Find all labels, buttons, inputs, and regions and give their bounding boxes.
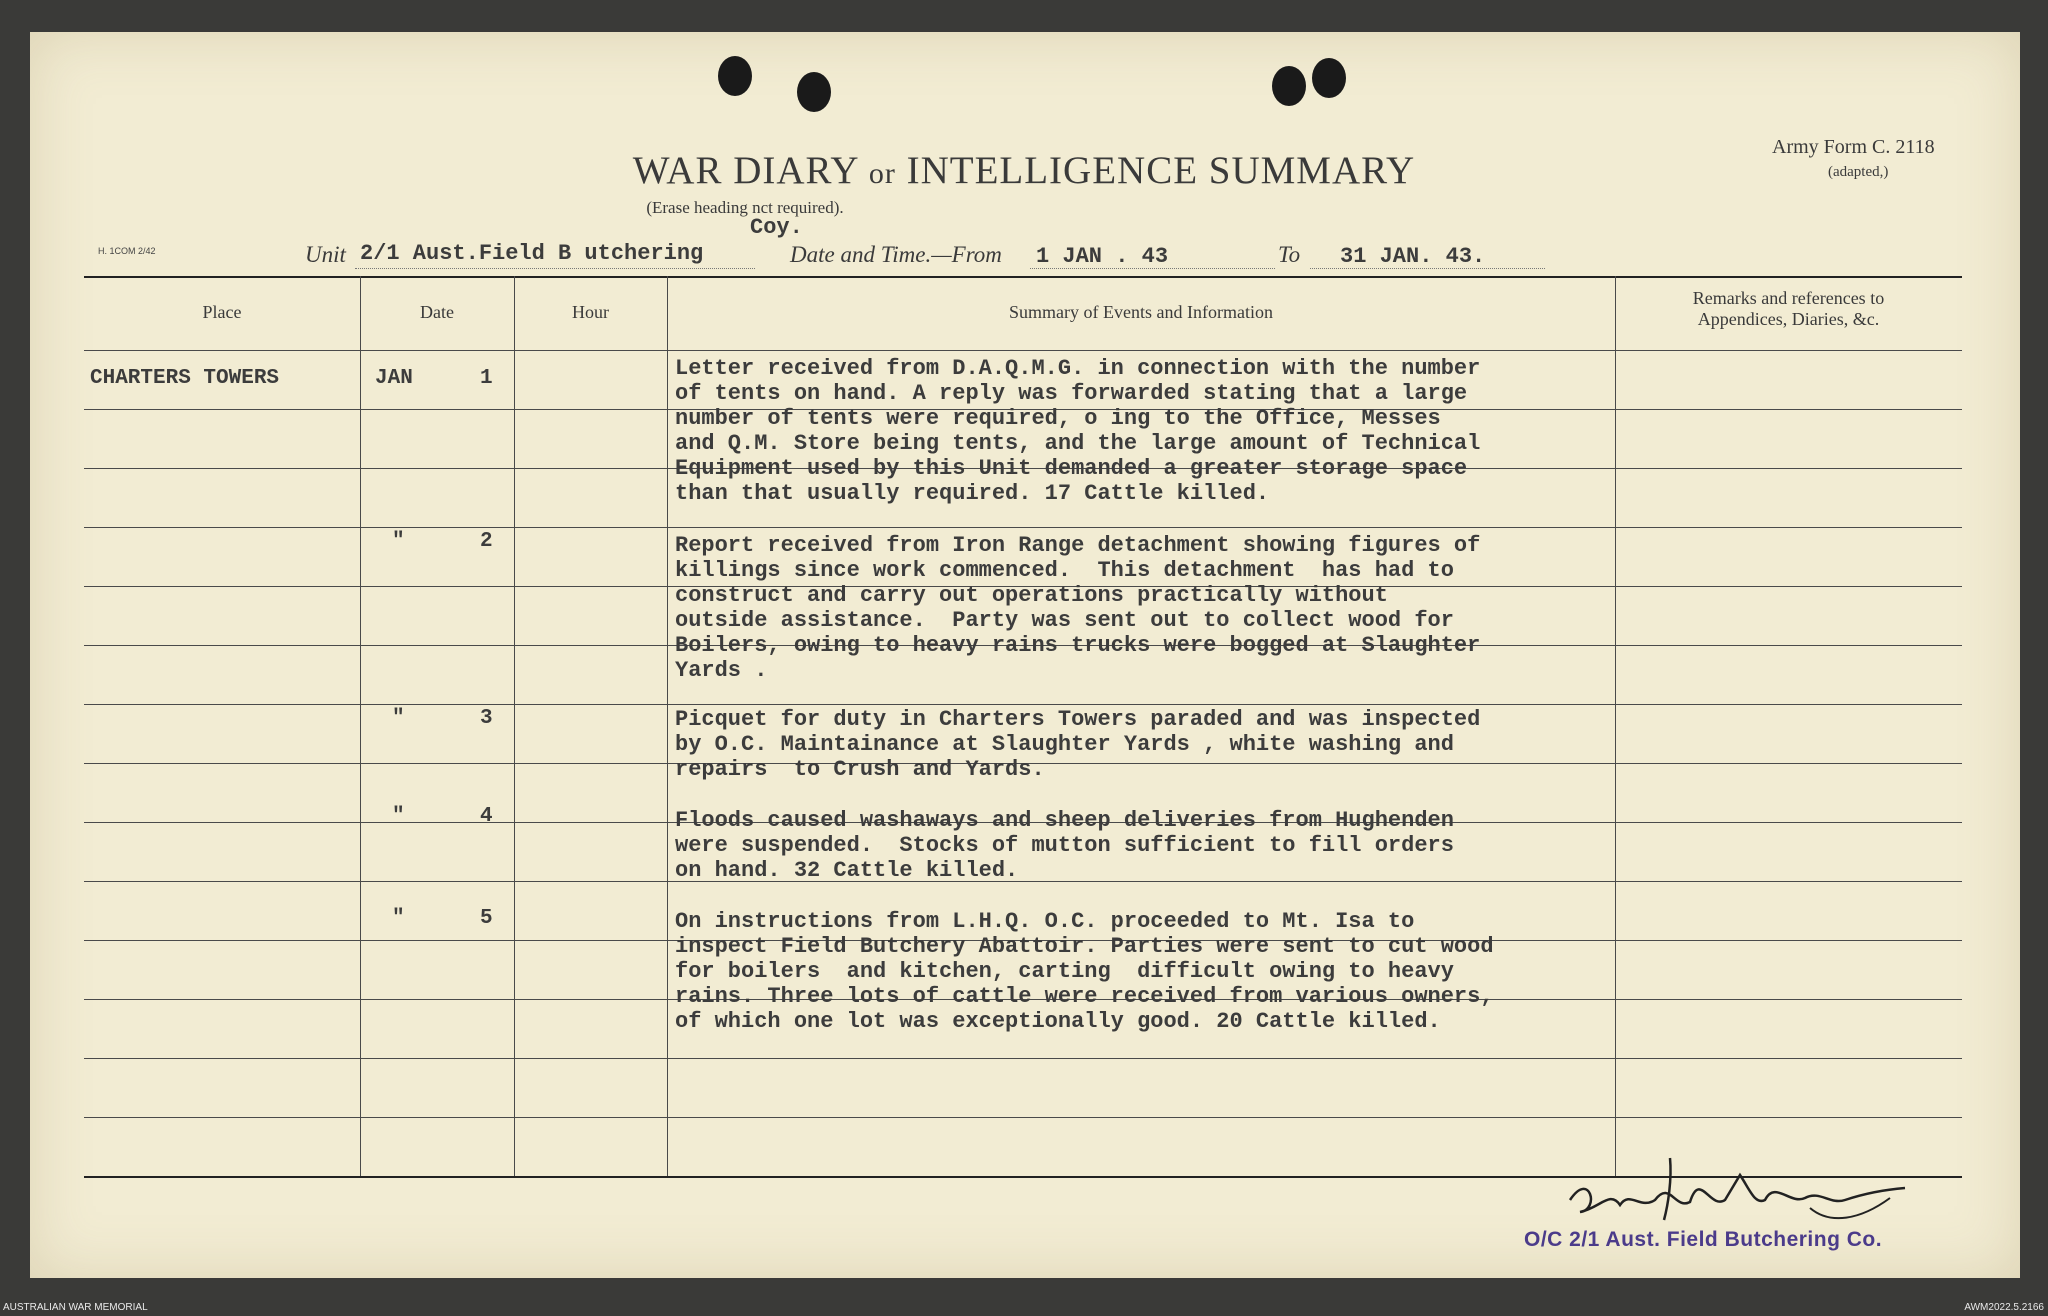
summary-entry: Letter received from D.A.Q.M.G. in connection with the number of tents on hand. A reply was forwarded stating that a large number of tents were required, o ing to the Office, Messes and Q.M. Store being tents, and the large amount of Technical Equipment used by this Unit demanded a greater storage space than that usually required. 17 Cattle killed. xyxy=(675,356,1481,506)
punch-hole xyxy=(1312,58,1346,98)
adapted-note: (adapted,) xyxy=(1828,164,1889,180)
summary-entry: Picquet for duty in Charters Towers paraded and was inspected by O.C. Maintainance at Slaughter Yards , white washing and repairs to Crush and Yards. xyxy=(675,707,1481,782)
to-dotted-line xyxy=(1310,268,1545,269)
table-rule xyxy=(84,704,1962,705)
day-cell: 1 xyxy=(480,367,493,390)
unit-stamp: O/C 2/1 Aust. Field Butchering Co. xyxy=(1524,1228,1883,1251)
title-main: WAR DIARY xyxy=(632,149,859,192)
footer-right: AWM2022.5.2166 xyxy=(1964,1302,2044,1313)
ditto-mark: " xyxy=(392,530,405,553)
remarks-header-line1: Remarks and references to xyxy=(1692,288,1885,308)
table-rule xyxy=(84,350,1962,351)
form-title xyxy=(0,148,2048,193)
remarks-header-line2: Appendices, Diaries, &c. xyxy=(1697,309,1880,329)
place-column-header: Place xyxy=(202,302,242,322)
title-rest: INTELLIGENCE SUMMARY xyxy=(906,149,1416,192)
to-date: 31 JAN. 43. xyxy=(1340,244,1486,269)
table-top-rule xyxy=(84,276,1962,278)
column-divider xyxy=(667,276,668,1176)
form-code: H. 1COM 2/42 xyxy=(98,246,156,256)
army-form-number: Army Form C. 2118 xyxy=(1772,136,1935,158)
day-cell: 3 xyxy=(480,707,493,730)
summary-entry: On instructions from L.H.Q. O.C. proceeded to Mt. Isa to inspect Field Butchery Abattoir. Parties were sent to cut wood for boilers and kitchen, carting difficult owing to heavy rains. Three lots of cattle were received from various owners, of which one lot was exceptionally good. 20 Cattle killed. xyxy=(675,909,1494,1034)
place-cell: CHARTERS TOWERS xyxy=(90,367,280,390)
remarks-column-header xyxy=(1615,288,1962,330)
ditto-mark: " xyxy=(392,805,405,828)
hour-column-header: Hour xyxy=(572,302,609,322)
punch-hole xyxy=(718,56,752,96)
day-cell: 2 xyxy=(480,530,493,553)
day-cell: 4 xyxy=(480,805,493,828)
from-date: 1 JAN . 43 xyxy=(1036,244,1169,269)
from-dotted-line xyxy=(1030,268,1275,269)
footer-left: AUSTRALIAN WAR MEMORIAL xyxy=(3,1302,148,1313)
date-column-header: Date xyxy=(420,302,454,322)
title-or: or xyxy=(868,157,896,190)
column-divider xyxy=(360,276,361,1176)
unit-label: Unit xyxy=(305,242,346,267)
ditto-mark: " xyxy=(392,907,405,930)
summary-column-header: Summary of Events and Information xyxy=(1009,302,1273,322)
summary-entry: Floods caused washaways and sheep deliveries from Hughenden were suspended. Stocks of mutton sufficient to fill orders on hand. 32 Cattle killed. xyxy=(675,808,1454,883)
column-divider xyxy=(1615,276,1616,1176)
unit-dotted-line xyxy=(355,268,755,269)
to-label: To xyxy=(1278,242,1301,267)
month-cell: JAN xyxy=(375,367,413,390)
column-divider xyxy=(514,276,515,1176)
table-rule xyxy=(84,1117,1962,1118)
summary-entry: Report received from Iron Range detachment showing figures of killings since work commenced. This detachment has had to construct and carry out operations practically without outside assistance. Party was sent out to collect wood for Boilers, owing to heavy rains trucks were bogged at Slaughter Yards . xyxy=(675,533,1481,683)
handwritten-signature xyxy=(1560,1150,1920,1230)
date-time-label: Date and Time.—From xyxy=(790,242,1002,267)
coy-text: Coy. xyxy=(750,215,803,240)
ditto-mark: " xyxy=(392,707,405,730)
day-cell: 5 xyxy=(480,907,493,930)
table-rule xyxy=(84,1058,1962,1059)
table-rule xyxy=(84,527,1962,528)
punch-hole xyxy=(1272,66,1306,106)
unit-value: 2/1 Aust.Field B utchering xyxy=(360,241,704,266)
punch-hole xyxy=(797,72,831,112)
form-subtitle: (Erase heading nct required). xyxy=(646,198,844,217)
